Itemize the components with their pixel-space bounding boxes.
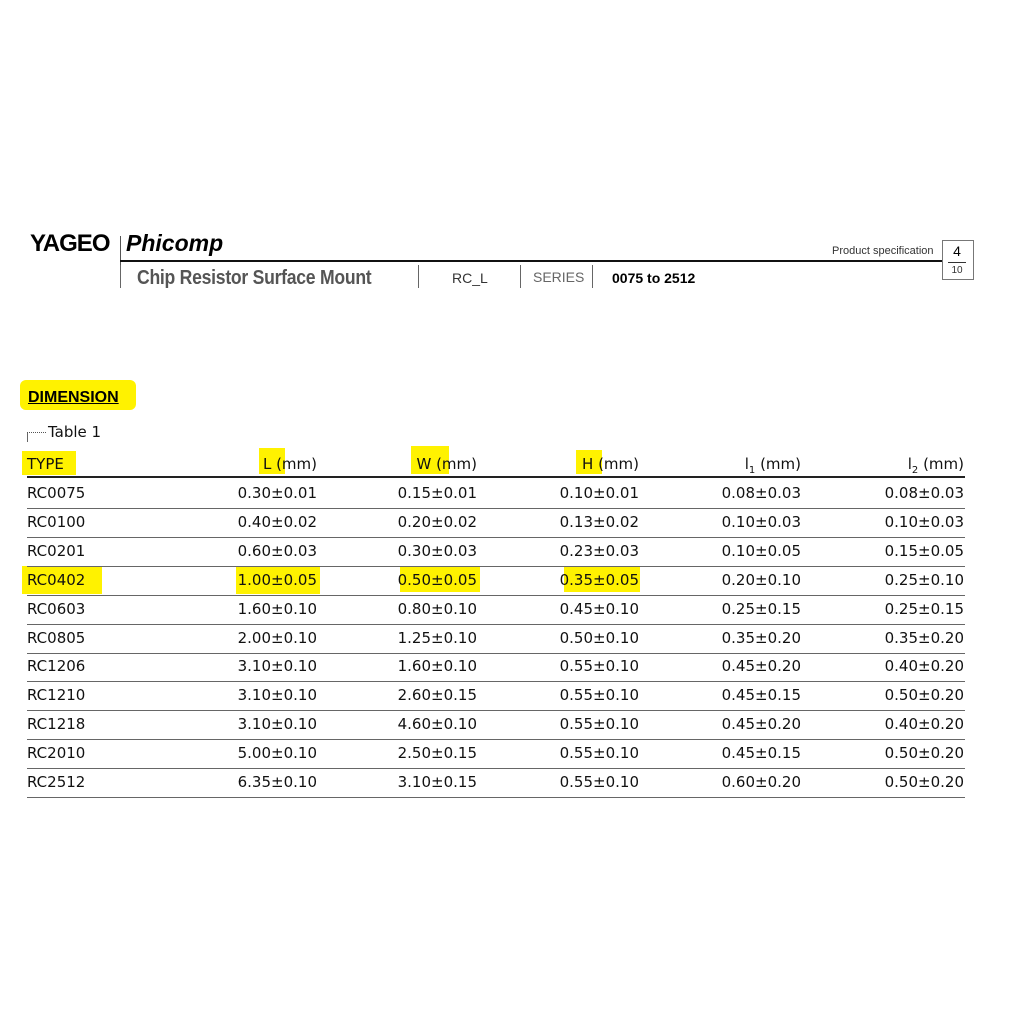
cell-l2: 0.50±0.20	[884, 744, 964, 763]
brand-phicomp: Phicomp	[126, 230, 224, 256]
cell-l2: 0.40±0.20	[884, 657, 964, 676]
cell-w: 3.10±0.15	[397, 773, 477, 791]
cell-l2: 0.35±0.20	[884, 628, 964, 647]
cell-h: 0.23±0.03	[559, 541, 639, 560]
page-total: 10	[951, 265, 963, 276]
cell-h: 0.45±0.10	[559, 599, 639, 618]
table-row-rule	[27, 797, 965, 798]
cell-type: RC1206	[27, 657, 86, 676]
cell-type: RC1218	[27, 715, 86, 734]
cell-type: RC2512	[27, 773, 86, 791]
cell-type: RC0201	[27, 541, 86, 560]
col-header-l1-sub: 1	[748, 465, 756, 476]
table-row-rule	[27, 681, 965, 682]
cell-l1: 0.35±0.20	[721, 628, 801, 647]
subtitle-separator	[120, 265, 121, 288]
col-header-l2-unit: (mm)	[918, 455, 964, 473]
table-row-rule	[27, 768, 965, 769]
cell-type: RC0075	[27, 484, 86, 502]
header-rule	[120, 260, 943, 262]
cell-w: 0.15±0.01	[397, 484, 477, 502]
cell-l2: 0.10±0.03	[884, 512, 964, 531]
cell-l1: 0.45±0.15	[721, 686, 801, 705]
cell-w: 0.80±0.10	[397, 599, 477, 618]
table-row-rule	[27, 624, 965, 625]
cell-l: 3.10±0.10	[237, 715, 317, 734]
product-spec-label: Product specification	[832, 245, 934, 257]
cell-l2: 0.40±0.20	[884, 715, 964, 734]
cell-w: 0.30±0.03	[397, 541, 477, 560]
cell-w: 2.60±0.15	[397, 686, 477, 705]
cell-type: RC0100	[27, 512, 86, 531]
col-header-l2	[840, 455, 964, 476]
table-label-leader	[27, 432, 46, 433]
series-range: 0075 to 2512	[612, 270, 696, 286]
cell-w: 2.50±0.15	[397, 744, 477, 763]
cell-l: 1.60±0.10	[237, 599, 317, 618]
table-row-rule	[27, 653, 965, 654]
cell-l: 0.40±0.02	[237, 512, 317, 531]
cell-h: 0.55±0.10	[559, 686, 639, 705]
table-label: Table 1	[48, 423, 102, 441]
cell-l: 5.00±0.10	[237, 744, 317, 763]
cell-l: 0.60±0.03	[237, 541, 317, 560]
col-header-h	[520, 455, 639, 473]
col-header-l1-unit: (mm)	[755, 455, 801, 473]
table-row-rule	[27, 595, 965, 596]
cell-h: 0.55±0.10	[559, 715, 639, 734]
range-separator	[592, 265, 593, 288]
cell-l1: 0.08±0.03	[721, 484, 801, 502]
col-header-l2-sub: 2	[911, 465, 919, 476]
col-header-l-main: L	[262, 455, 272, 473]
cell-l1: 0.45±0.15	[721, 744, 801, 763]
page-number: 4	[953, 243, 961, 259]
doc-subtitle: Chip Resistor Surface Mount	[137, 267, 372, 289]
cell-type: RC0603	[27, 599, 86, 618]
series-separator	[520, 265, 521, 288]
table-label-bracket	[27, 432, 28, 442]
cell-l: 1.00±0.05	[237, 570, 317, 589]
cell-l1: 0.25±0.15	[721, 599, 801, 618]
cell-l1: 0.60±0.20	[721, 773, 801, 791]
cell-l2: 0.50±0.20	[884, 773, 964, 791]
cell-h: 0.55±0.10	[559, 773, 639, 791]
series-label: SERIES	[533, 269, 585, 285]
cell-h: 0.55±0.10	[559, 657, 639, 676]
cell-w: 0.20±0.02	[397, 512, 477, 531]
cell-w: 1.60±0.10	[397, 657, 477, 676]
cell-w: 4.60±0.10	[397, 715, 477, 734]
table-row-rule	[27, 710, 965, 711]
cell-l: 2.00±0.10	[237, 628, 317, 647]
cell-type: RC1210	[27, 686, 86, 705]
cell-l2: 0.25±0.10	[884, 570, 964, 589]
section-title: DIMENSION	[28, 389, 119, 406]
col-header-w-unit: (mm)	[431, 455, 477, 473]
cell-l: 0.30±0.01	[237, 484, 317, 502]
table-row-rule	[27, 566, 965, 567]
table-row-rule	[27, 739, 965, 740]
table-row-rule	[27, 537, 965, 538]
table-header-rule	[27, 476, 965, 478]
cell-w: 1.25±0.10	[397, 628, 477, 647]
cell-l2: 0.08±0.03	[884, 484, 964, 502]
cell-l1: 0.45±0.20	[721, 657, 801, 676]
cell-l2: 0.25±0.15	[884, 599, 964, 618]
cell-l: 6.35±0.10	[237, 773, 317, 791]
col-header-h-main: H	[582, 455, 594, 473]
cell-l: 3.10±0.10	[237, 657, 317, 676]
col-header-w-main: W	[416, 455, 432, 473]
cell-l1: 0.10±0.03	[721, 512, 801, 531]
cell-h: 0.13±0.02	[559, 512, 639, 531]
rc-separator	[418, 265, 419, 288]
cell-type: RC0402	[27, 570, 86, 589]
col-header-h-unit: (mm)	[593, 455, 639, 473]
table-row-rule	[27, 508, 965, 509]
cell-h: 0.55±0.10	[559, 744, 639, 763]
cell-l1: 0.45±0.20	[721, 715, 801, 734]
brand-yageo: YAGEO	[30, 230, 110, 257]
cell-l1: 0.10±0.05	[721, 541, 801, 560]
cell-h: 0.10±0.01	[559, 484, 639, 502]
col-header-l	[200, 455, 317, 473]
col-header-l1	[680, 455, 801, 476]
cell-w: 0.50±0.05	[397, 570, 477, 589]
cell-l2: 0.15±0.05	[884, 541, 964, 560]
cell-type: RC0805	[27, 628, 86, 647]
col-header-type: TYPE	[27, 455, 64, 473]
cell-l2: 0.50±0.20	[884, 686, 964, 705]
rc-label: RC_L	[452, 270, 488, 286]
col-header-l1-main: l	[744, 455, 749, 473]
cell-type: RC2010	[27, 744, 86, 763]
cell-l1: 0.20±0.10	[721, 570, 801, 589]
cell-l: 3.10±0.10	[237, 686, 317, 705]
col-header-l-unit: (mm)	[271, 455, 317, 473]
page-fraction-line	[948, 262, 966, 263]
cell-h: 0.35±0.05	[559, 570, 639, 589]
col-header-l2-main: l	[907, 455, 912, 473]
col-header-w	[360, 455, 477, 473]
cell-h: 0.50±0.10	[559, 628, 639, 647]
